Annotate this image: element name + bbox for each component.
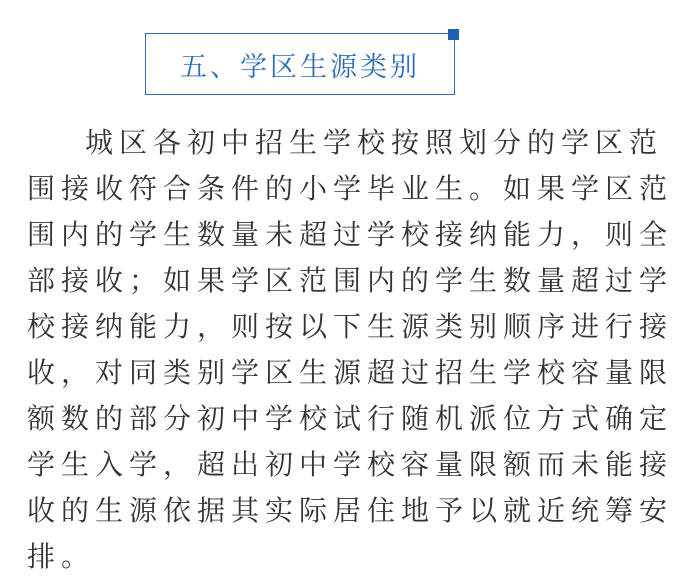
title-corner-accent (448, 29, 459, 40)
paragraph-line: 学生入学，超出初中学校容量限额而未能接 (27, 448, 673, 481)
section-title: 五、学区生源类别 (180, 51, 420, 83)
paragraph-line: 围内的学生数量未超过学校接纳能力，则全 (27, 218, 673, 251)
paragraph-line: 排。 (27, 540, 96, 573)
section-paragraph (27, 120, 673, 580)
paragraph-line: 部接收；如果学区范围内的学生数量超过学 (27, 264, 673, 297)
paragraph-line: 收的生源依据其实际居住地予以就近统筹安 (27, 494, 673, 527)
paragraph-line: 额数的部分初中学校试行随机派位方式确定 (27, 402, 673, 435)
paragraph-line: 收，对同类别学区生源超过招生学校容量限 (27, 356, 673, 389)
paragraph-line: 围接收符合条件的小学毕业生。如果学区范 (27, 172, 673, 205)
paragraph-line: 校接纳能力，则按以下生源类别顺序进行接 (27, 310, 673, 343)
paragraph-line: 城区各初中招生学校按照划分的学区范 (85, 126, 664, 159)
section-title-box (145, 33, 455, 95)
